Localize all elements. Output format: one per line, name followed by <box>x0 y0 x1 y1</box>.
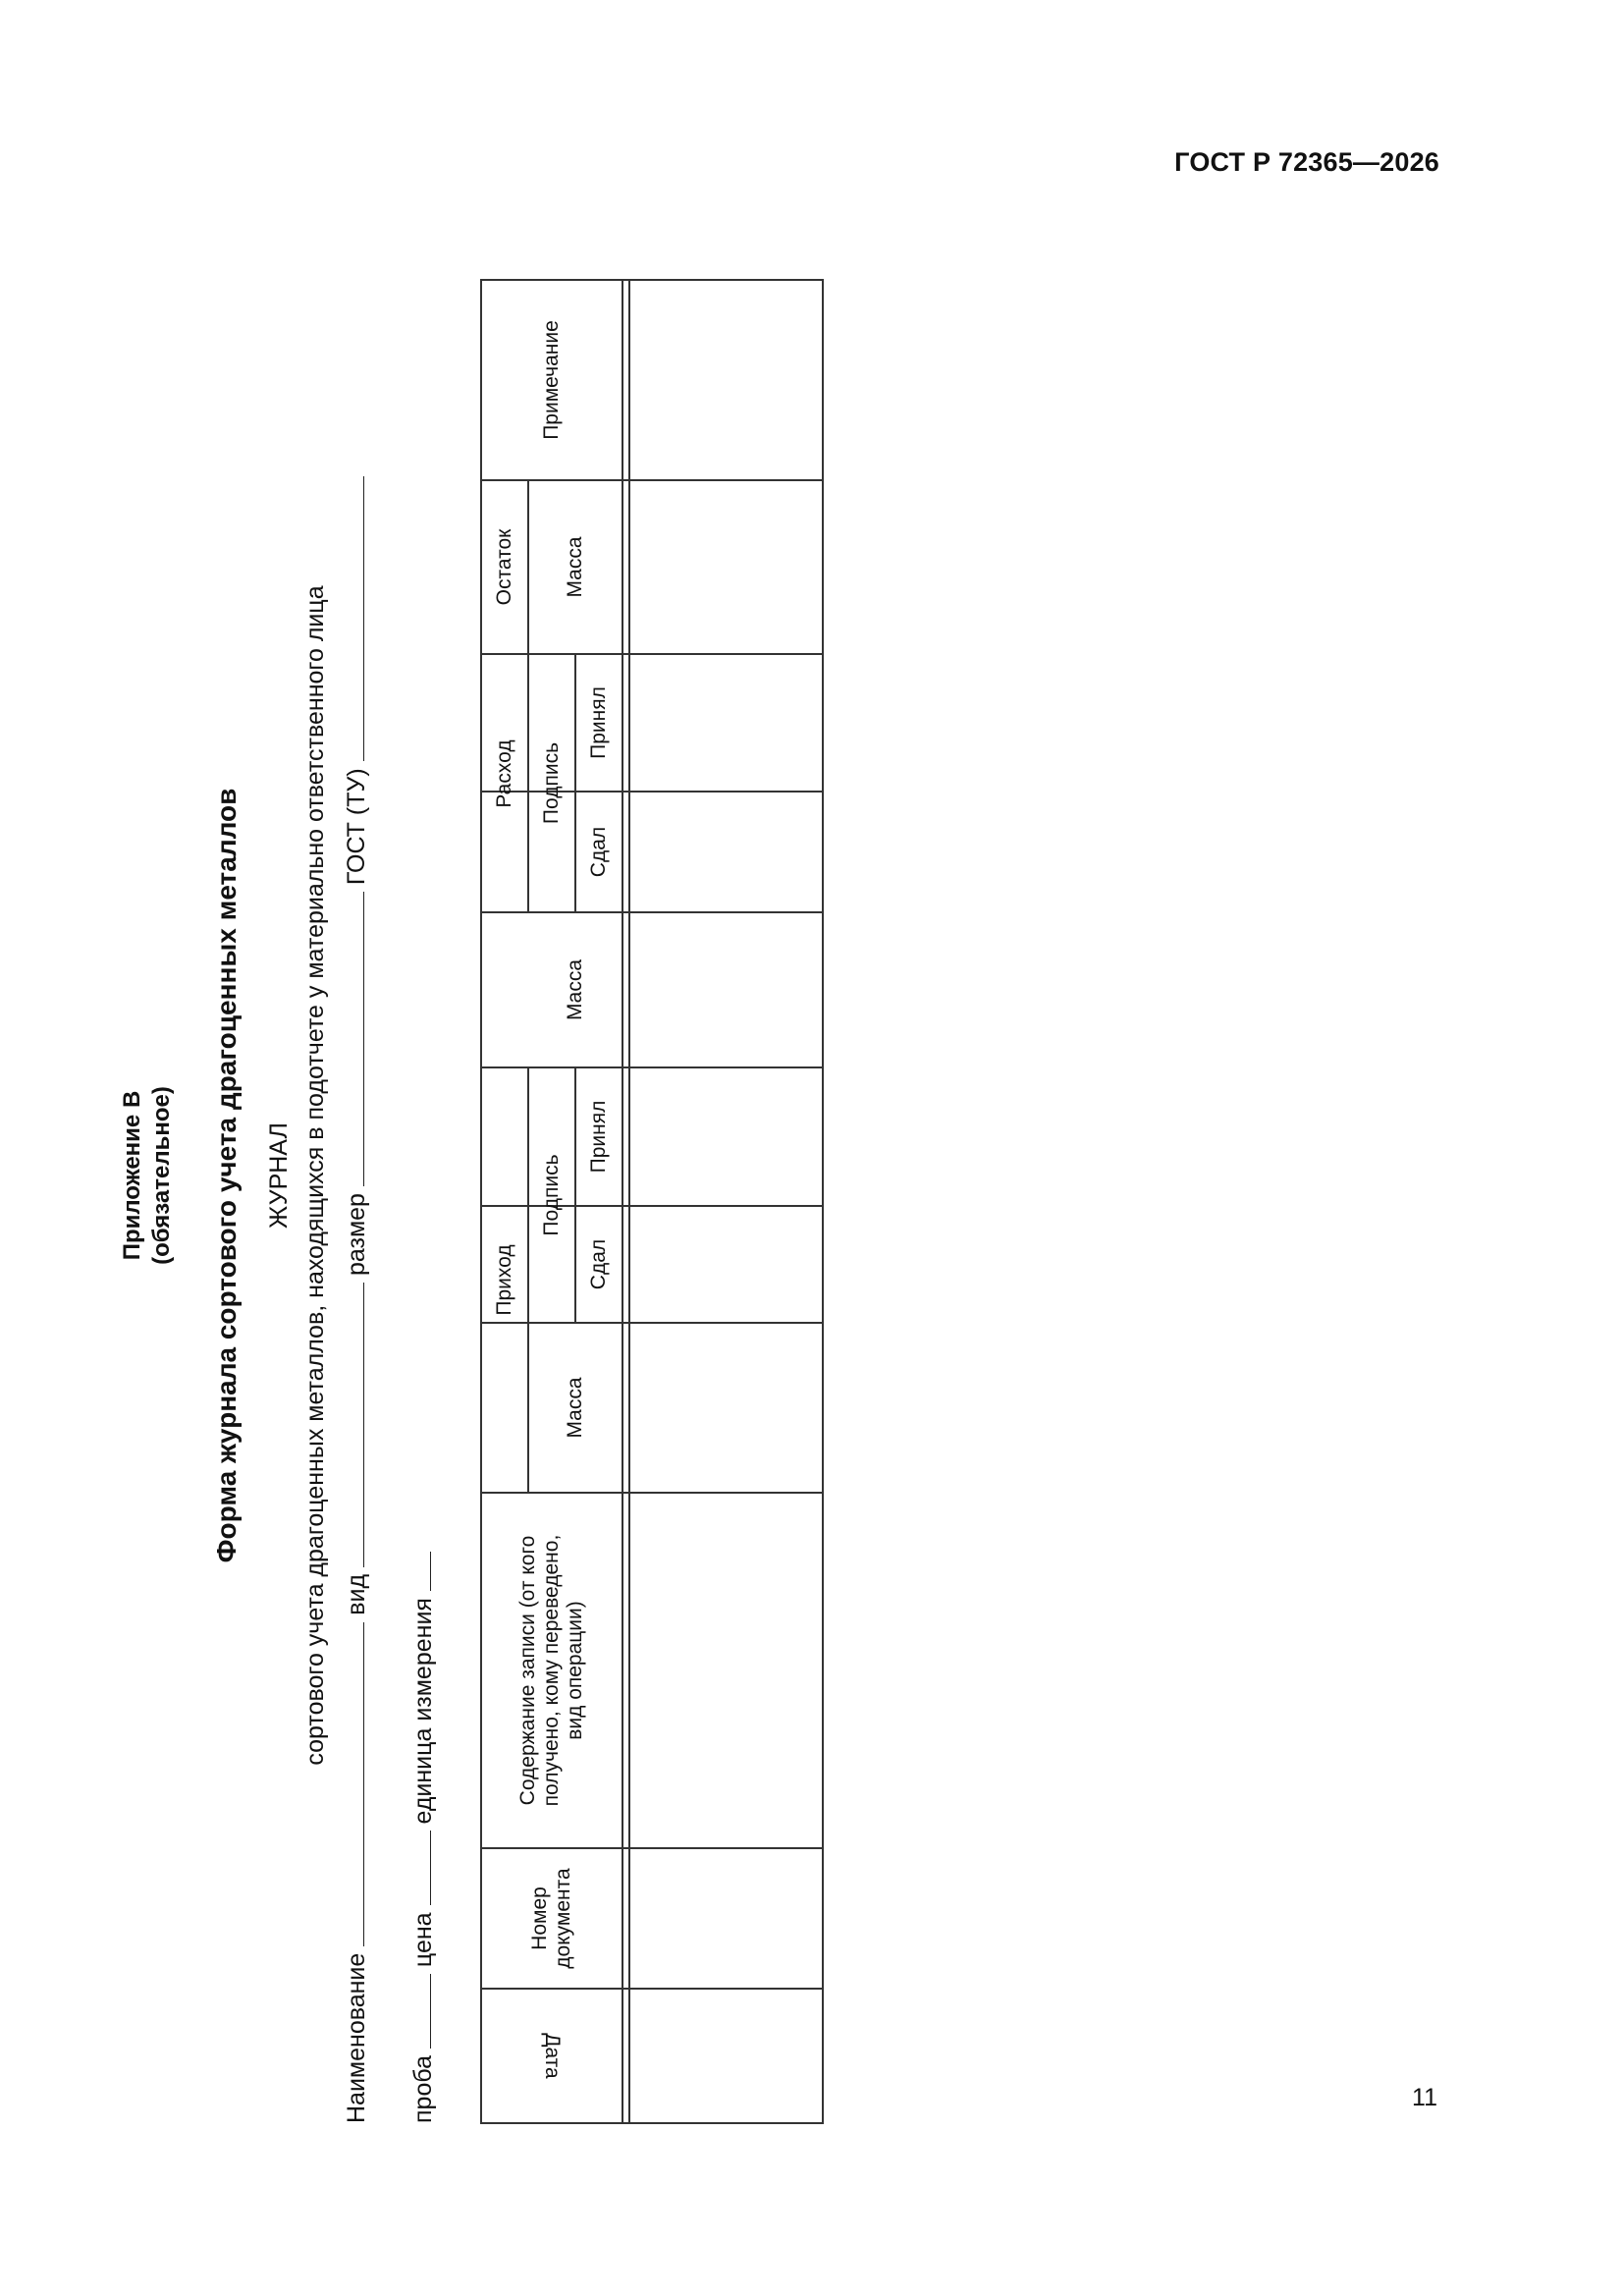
field-price-label: цена <box>409 1912 437 1968</box>
field-assay-label: проба <box>409 2055 437 2123</box>
col-income-header: Приход <box>493 1244 515 1316</box>
col-income-received-header: Принял <box>587 1100 610 1174</box>
form-title: Форма журнала сортового учета драгоценных металлов <box>211 788 242 1563</box>
journal-title: ЖУРНАЛ <box>265 1122 293 1229</box>
field-unit-label: единица измерения <box>409 1598 437 1825</box>
col-date-header: Дата <box>541 2033 564 2079</box>
col-expense-received-header: Принял <box>587 686 610 759</box>
col-expense-mass-header: Масса <box>564 958 586 1021</box>
col-expense-header: Расход <box>493 739 515 808</box>
rotated-form-content <box>118 228 903 2123</box>
annex-status: (обязательное) <box>148 1086 175 1265</box>
col-income-signature-header: Подпись <box>540 1154 563 1236</box>
col-income-mass-header: Масса <box>564 1377 586 1439</box>
journal-subtitle: сортового учета драгоценных металлов, находящихся в подотчете у материально ответственного лица <box>301 585 329 1766</box>
field-size-label: размер <box>343 1193 370 1277</box>
col-remainder-mass-header: Масса <box>564 536 586 598</box>
col-income-gave-header: Сдал <box>587 1238 610 1290</box>
col-doc-number-header: Номер документа <box>528 1868 574 1969</box>
col-content-header: Содержание записи (от кого получено, кому переведено, вид операции) <box>516 1534 586 1807</box>
col-expense-signature-header: Подпись <box>540 741 563 825</box>
field-kind-label: вид <box>343 1573 370 1615</box>
col-note-header: Примечание <box>540 320 563 440</box>
page-number: 11 <box>1412 2084 1437 2111</box>
field-gost-label: ГОСТ (ТУ) <box>343 768 370 886</box>
field-name-label: Наименование <box>343 1952 370 2123</box>
col-expense-gave-header: Сдал <box>587 826 610 878</box>
annex-title: Приложение В <box>119 1090 145 1261</box>
col-remainder-header: Остаток <box>493 528 515 606</box>
standard-designation: ГОСТ Р 72365—2026 <box>1174 147 1439 177</box>
